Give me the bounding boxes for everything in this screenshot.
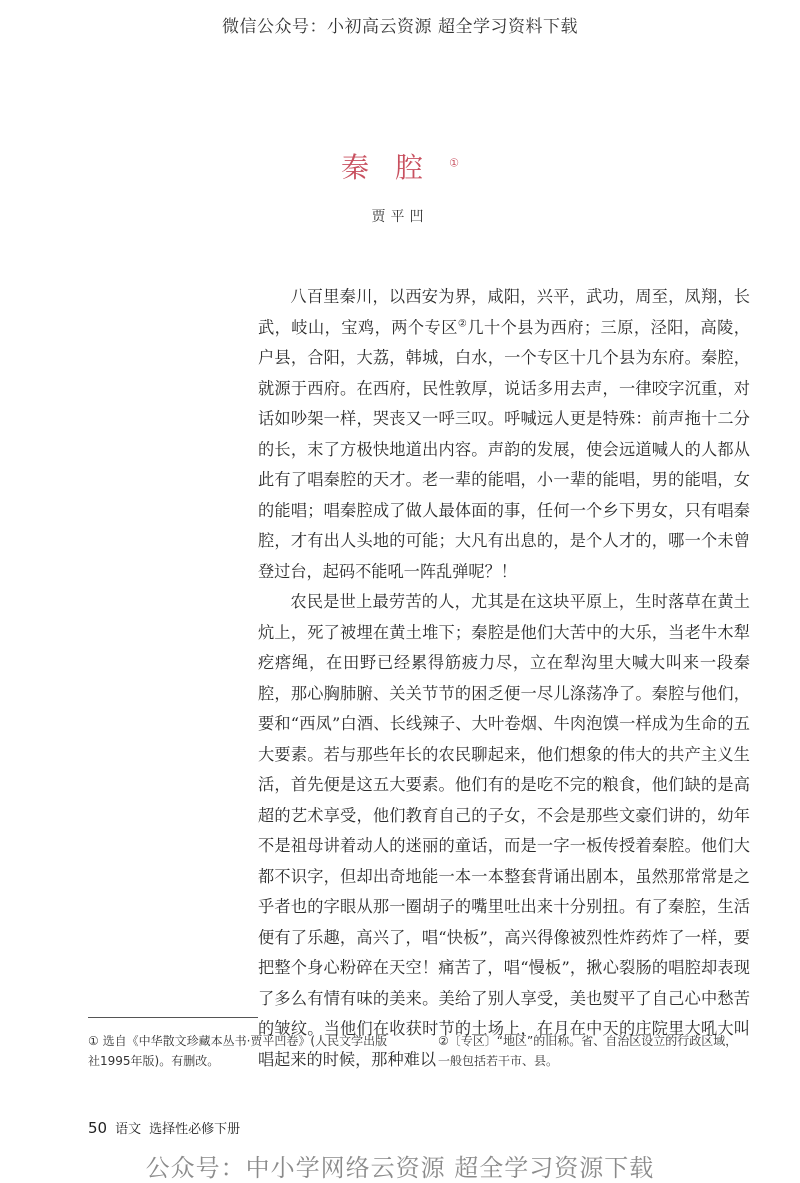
footer-subject: 语文 (115, 1122, 142, 1137)
footer-volume: 选择性必修下册 (149, 1122, 241, 1137)
footnote-divider (88, 1017, 258, 1018)
article-title-text: 秦腔 (341, 151, 450, 184)
footnote-marker-2[interactable]: ② (457, 318, 468, 330)
paragraph-1 (258, 282, 750, 587)
article-author: 贾平凹 (371, 209, 429, 225)
footnote-1: ① 选自《中华散文珍藏本丛书·贾平凹卷》(人民文学出版社1995年版)。有删改。 (88, 1034, 388, 1068)
paragraph-1-part-2: 几十个县为西府；三原，泾阳，高陵，户县，合阳，大荔，韩城，白水，一个专区十几个县为东府。秦腔，就源于西府。在西府，民性敦厚，说话多用去声，一律咬字沉重，对话如吵架一样，哭丧又一呼三叹。呼喊远人更是特殊：前声拖十二分的长，末了方极快地道出内容。声韵的发展，使会远道喊人的人都从此有了唱秦腔的天才。老一辈的能唱，小一辈的能唱，男的能唱，女的能唱；唱秦腔成了做人最体面的事，任何一个乡下男女，只有唱秦腔，才有出人头地的可能；大凡有出息的，是个人才的，哪一个未曾登过台，起码不能吼一阵乱弹呢？！ (258, 317, 750, 581)
header-watermark: 微信公众号：小初高云资源 超全学习资料下载 (222, 17, 578, 37)
paragraph-2: 农民是世上最劳苦的人，尤其是在这块平原上，生时落草在黄土炕上，死了被埋在黄土堆下；秦腔是他们大苦中的大乐，当老牛木犁疙瘩绳，在田野已经累得筋疲力尽，立在犁沟里大喊大叫来一段秦腔，那心胸肺腑、关关节节的困乏便一尽儿涤荡净了。秦腔与他们，要和“西凤”白酒、长线辣子、大叶卷烟、牛肉泡馍一样成为生命的五大要素。若与那些年长的农民聊起来，他们想象的伟大的共产主义生活，首先便是这五大要素。他们有的是吃不完的粮食，他们缺的是高超的艺术享受，他们教育自己的子女，不会是那些文豪们讲的，幼年不是祖母讲着动人的迷丽的童话，而是一字一板传授着秦腔。他们大都不识字，但却出奇地能一本一本整套背诵出剧本，虽然那常常是之乎者也的字眼从那一圈胡子的嘴里吐出来十分别扭。有了秦腔，生活便有了乐趣，高兴了，唱“快板”，高兴得像被烈性炸药炸了一样，要把整个身心粉碎在天空！痛苦了，唱“慢板”，揪心裂肠的唱腔却表现了多么有情有味的美来。美给了别人享受，美也熨平了自己心中愁苦的皱纹。当他们在收获时节的土场上，在月在中天的庄院里大吼大叫唱起来的时候，那种难以 (258, 592, 750, 1069)
article-title (0, 146, 800, 186)
title-footnote-marker[interactable]: ① (449, 156, 459, 170)
page-footer (88, 1118, 240, 1137)
bottom-watermark: 公众号：中小学网络云资源 超全学习资源下载 (145, 1154, 655, 1182)
page-number: 50 (88, 1119, 108, 1137)
article-body (258, 282, 750, 1075)
paragraph-1-part-1: 八百里秦川，以西安为界，咸阳，兴平，武功，周至，凤翔，长武，岐山，宝鸡，两个专区 (258, 287, 750, 337)
footnote-2: ②〔专区〕“地区”的旧称。省、自治区设立的行政区域，一般包括若干市、县。 (438, 1034, 738, 1068)
